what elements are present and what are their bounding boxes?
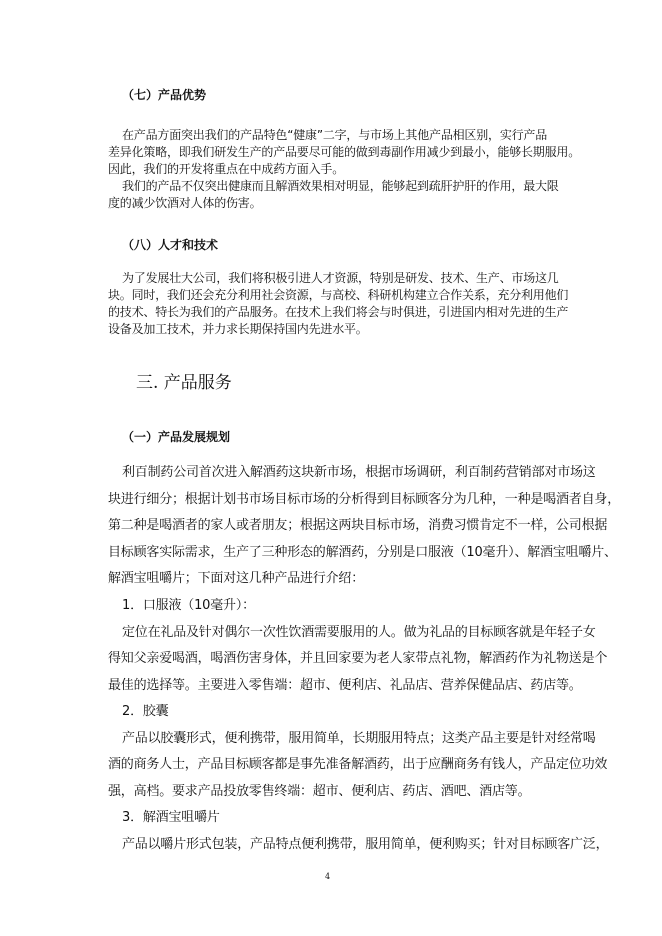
text-line: 为了发展壮大公司，我们将积极引进人才资源，特别是研发、技术、生产、市场这几 [122,271,559,285]
item-chewable-tablet [122,805,608,858]
item-title: 1．口服液（10毫升）： [122,598,255,613]
text-line: 目标顾客实际需求，生产了三种形态的解酒药，分别是口服液（10毫升）、解酒宝咀嚼片、 [108,544,617,560]
heading-product-development-plan: （一）产品发展规划 [122,430,231,444]
text-line: 产品以胶囊形式，便利携带，服用简单，长期服用特点；这类产品主要是针对经常喝 [122,730,596,746]
text-line: 利百制药公司首次进入解酒药这块新市场，根据市场调研，利百制药营销部对市场这 [122,465,596,480]
text-line: 块。同时，我们还会充分利用社会资源，与高校、科研机构建立合作关系，充分利用他们 [108,288,569,302]
item-title: 2．胶囊 [122,704,169,719]
heading-talent-technology: （八）人才和技术 [122,238,219,252]
paragraph-product-advantage [108,127,581,212]
text-line: 因此，我们的开发将重点在中成药方面入手。 [108,162,345,176]
item-oral-liquid [108,593,608,699]
item-capsule [108,699,608,805]
text-line: 第二种是喝酒者的家人或者朋友；根据这两块目标市场，消费习惯肯定不一样，公司根据 [108,518,608,533]
text-line: 差异化策略，即我们研发生产的产品要尽可能的做到毒副作用减少到最小，能够长期服用。 [108,145,581,159]
text-line: 产品以嚼片形式包装，产品特点便利携带，服用简单，便利购买；针对目标顾客广泛， [122,836,609,852]
paragraph-product-development-plan [108,460,621,593]
page-number: 4 [325,872,331,881]
paragraph-talent-technology [108,270,569,338]
heading-product-advantage: （七）产品优势 [122,88,207,102]
text-line: 强，高档。要求产品投放零售终端：超市、便利店、药店、酒吧、酒店等。 [108,783,531,799]
text-line: 在产品方面突出我们的产品特色“健康”二字，与市场上其他产品相区别，实行产品 [122,128,548,142]
item-title: 3．解酒宝咀嚼片 [122,810,220,825]
text-line: 我们的产品不仅突出健康而且解酒效果相对明显，能够起到疏肝护肝的作用，最大限 [122,179,559,193]
text-line: 解酒宝咀嚼片；下面对这几种产品进行介绍： [108,571,365,586]
text-line: 块进行细分；根据计划书市场目标市场的分析得到目标顾客分为几种，一种是喝酒者自身， [108,491,621,507]
text-line: 设备及加工技术，并力求长期保持国内先进水平。 [108,322,368,336]
text-line: 最佳的选择等。主要进入零售端：超市、便利店、礼品店、营养保健品店、药店等。 [108,677,582,693]
text-line: 度的减少饮酒对人体的伤害。 [108,196,262,210]
text-line: 得知父亲爱喝酒，喝酒伤害身体，并且回家要为老人家带点礼物，解酒药作为礼物送是个 [108,651,608,666]
text-line: 定位在礼品及针对偶尔一次性饮酒需要服用的人。做为礼品的目标顾客就是年轻子女 [122,624,596,640]
section-title-product-service: 三. 产品服务 [136,373,232,393]
text-line: 的技术、特长为我们的产品服务。在技术上我们将会与时俱进，引进国内相对先进的生产 [108,305,569,319]
text-line: 酒的商务人士，产品目标顾客都是事先准备解酒药，出于应酬商务有钱人，产品定位功效 [108,757,608,772]
